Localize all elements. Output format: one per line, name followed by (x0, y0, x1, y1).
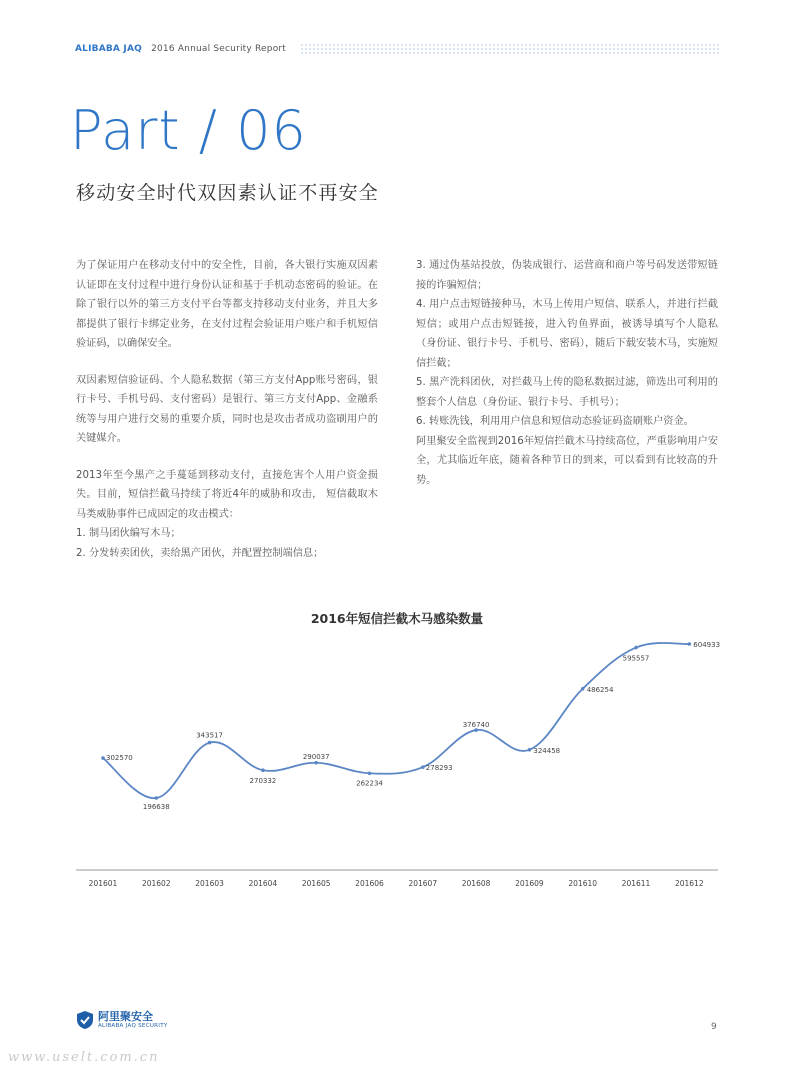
data-label: 324458 (533, 746, 561, 755)
header-report-title: 2016 Annual Security Report (151, 44, 287, 54)
x-tick-label: 201601 (88, 879, 118, 888)
data-point (101, 756, 105, 760)
data-point (261, 768, 265, 772)
x-tick-label: 201612 (674, 879, 704, 888)
data-label: 196638 (142, 803, 170, 811)
x-tick-label: 201602 (141, 879, 171, 888)
data-point (688, 642, 692, 646)
data-point (208, 741, 212, 745)
header-dot-pattern (300, 43, 720, 55)
logo-chinese-text: 阿里聚安全 (98, 1010, 153, 1023)
x-tick-label: 201610 (568, 879, 598, 888)
data-label: 270332 (249, 777, 277, 786)
chart-title: 2016年短信拦截木马感染数量 (310, 611, 484, 626)
x-tick-label: 201605 (301, 879, 331, 888)
data-label: 595557 (622, 654, 650, 663)
paragraph: 4. 用户点击短链接种马，木马上传用户短信、联系人，并进行拦截短信；或用户点击短链接，进入钓鱼界面，被诱导填写个人隐私（身份证、银行卡号、手机号、密码），随后下载安装木马，实施短信拦截； (416, 299, 718, 369)
data-label: 302570 (106, 754, 133, 763)
logo-english-text: ALIBABA JAQ SECURITY (98, 1023, 168, 1029)
x-tick-label: 201606 (355, 879, 384, 888)
paragraph-gap (76, 449, 378, 466)
section-subtitle: 移动安全时代双因素认证不再安全 (76, 182, 380, 204)
data-label: 278293 (425, 764, 453, 773)
data-point (581, 687, 585, 691)
series-line (103, 643, 689, 798)
paragraph: 阿里聚安全监视到2016年短信拦截木马持续高位，严重影响用户安全，尤其临近年底，随着各种节日的到来，可以看到有比较高的升势。 (416, 435, 718, 486)
data-label: 376740 (462, 721, 490, 730)
data-point (155, 796, 159, 800)
running-header (75, 44, 286, 54)
paragraph: 5. 黑产洗料团伙，对拦截马上传的隐私数据过滤，筛选出可利用的整套个人信息（身份证、银行卡号、手机号）； (416, 377, 718, 408)
data-point (368, 771, 372, 775)
paragraph: 2013年至今黑产之手蔓延到移动支付，直接危害个人用户资金损失。目前，短信拦截马持续了将近4年的威胁和攻击， 短信截取木马类威胁事件已成固定的攻击模式： (76, 469, 378, 520)
x-tick-label: 201607 (408, 879, 438, 888)
data-point (314, 761, 318, 765)
data-label: 486254 (586, 685, 614, 694)
page-number: 9 (711, 1022, 717, 1032)
part-heading: Part / 06 (70, 99, 307, 162)
shield-icon (76, 1010, 94, 1030)
watermark-text: www.uselt.com.cn (8, 1050, 160, 1065)
data-label: 604933 (693, 641, 721, 649)
paragraph: 双因素短信验证码、个人隐私数据（第三方支付App账号密码，银行卡号、手机号码、支付密码）是银行、第三方支付App、金融系统等与用户进行交易的重要介质，同时也是攻击者成功盗刷用户的关键媒介。 (76, 374, 378, 444)
header-brand: ALIBABA JAQ (75, 44, 142, 54)
infection-line-chart (0, 620, 794, 900)
paragraph: 3. 通过伪基站投放，伪装成银行、运营商和商户等号码发送带短链接的诈骗短信； (416, 260, 718, 291)
data-point (421, 765, 425, 769)
left-text-column (76, 256, 378, 563)
paragraph: 2. 分发转卖团伙，卖给黑产团伙，并配置控制端信息； (76, 547, 324, 559)
paragraph: 为了保证用户在移动支付中的安全性，目前，各大银行实施双因素认证即在支付过程中进行身份认证和基于手机动态密码的验证。在除了银行以外的第三方支付平台等都支持移动支付业务，并且大多都提供了银行卡绑定业务，在支付过程会验证用户账户和手机短信验证码，以确保安全。 (76, 260, 378, 349)
paragraph-gap (76, 354, 378, 371)
data-point (634, 646, 638, 650)
x-tick-label: 201609 (515, 879, 544, 888)
x-tick-label: 201608 (461, 879, 491, 888)
data-label: 343517 (196, 731, 223, 740)
footer-logo (76, 1010, 168, 1030)
x-tick-label: 201604 (248, 879, 278, 888)
x-tick-label: 201603 (195, 879, 224, 888)
paragraph: 6. 转账洗钱，利用用户信息和短信动态验证码盗刷账户资金。 (416, 416, 694, 427)
x-tick-label: 201611 (621, 879, 651, 888)
data-label: 262234 (356, 779, 383, 788)
right-text-column (416, 256, 718, 490)
data-label: 290037 (302, 752, 330, 761)
paragraph: 1. 制马团伙编写木马； (76, 528, 181, 539)
data-point (528, 748, 532, 752)
